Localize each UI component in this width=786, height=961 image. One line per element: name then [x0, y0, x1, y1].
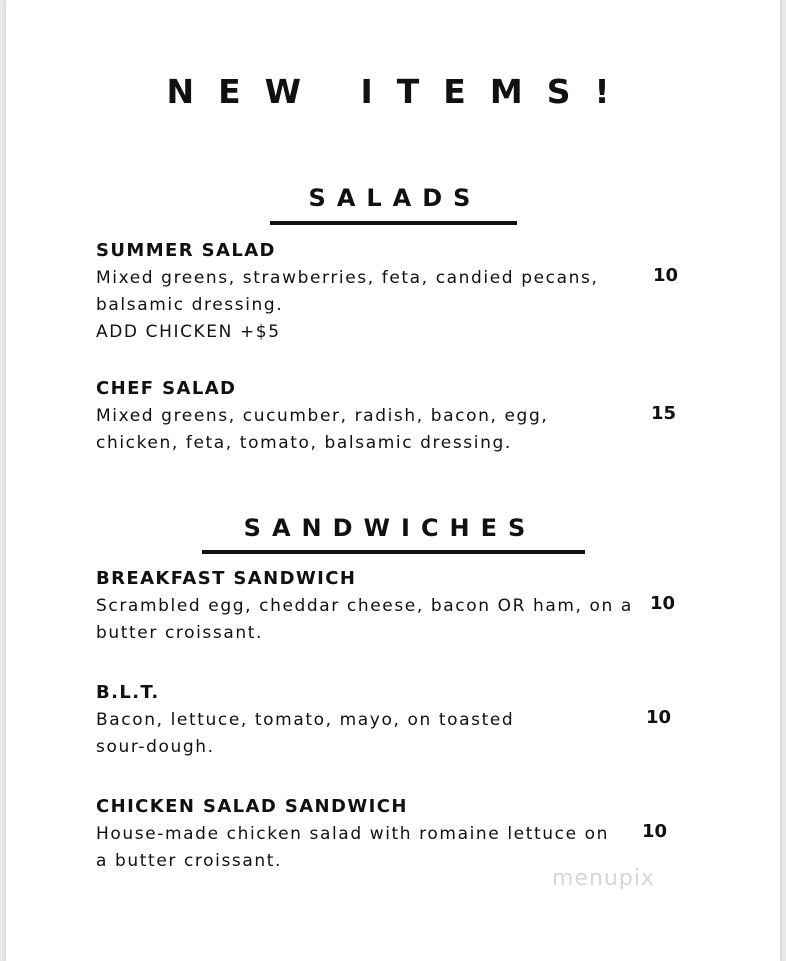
item-name: BREAKFAST SANDWICH [96, 568, 357, 589]
item-name: SUMMER SALAD [96, 240, 276, 261]
page-title: NEW ITEMS! [166, 72, 634, 111]
item-description: House-made chicken salad with romaine lettuce on a butter croissant. [96, 824, 610, 871]
item-price: 10 [642, 821, 668, 842]
item-description: Scrambled egg, cheddar cheese, bacon OR ham, on a butter croissant. [96, 596, 633, 643]
menu-item-summer-salad [96, 237, 696, 346]
menu-item-blt [96, 679, 696, 761]
item-price: 10 [650, 593, 676, 614]
menu-item-breakfast-sandwich [96, 565, 696, 647]
item-addon: ADD CHICKEN +$5 [96, 322, 281, 342]
item-name: B.L.T. [96, 682, 160, 703]
menu-item-chef-salad [96, 375, 696, 457]
item-price: 10 [646, 707, 672, 728]
section-divider [202, 550, 585, 554]
item-description: Mixed greens, strawberries, feta, candied pecans, balsamic dressing. [96, 268, 599, 315]
section-heading-sandwiches: SANDWICHES [243, 514, 537, 542]
watermark: menupix [552, 866, 655, 891]
section-heading-salads: SALADS [308, 184, 482, 212]
item-name: CHICKEN SALAD SANDWICH [96, 796, 408, 817]
item-name: CHEF SALAD [96, 378, 237, 399]
item-description: Mixed greens, cucumber, radish, bacon, egg, chicken, feta, tomato, balsamic dressing. [96, 406, 549, 453]
item-price: 10 [653, 265, 679, 286]
section-divider [270, 221, 517, 225]
item-price: 15 [651, 403, 677, 424]
item-description: Bacon, lettuce, tomato, mayo, on toasted sour-dough. [96, 710, 515, 757]
menu-item-chicken-salad-sandwich [96, 793, 696, 875]
